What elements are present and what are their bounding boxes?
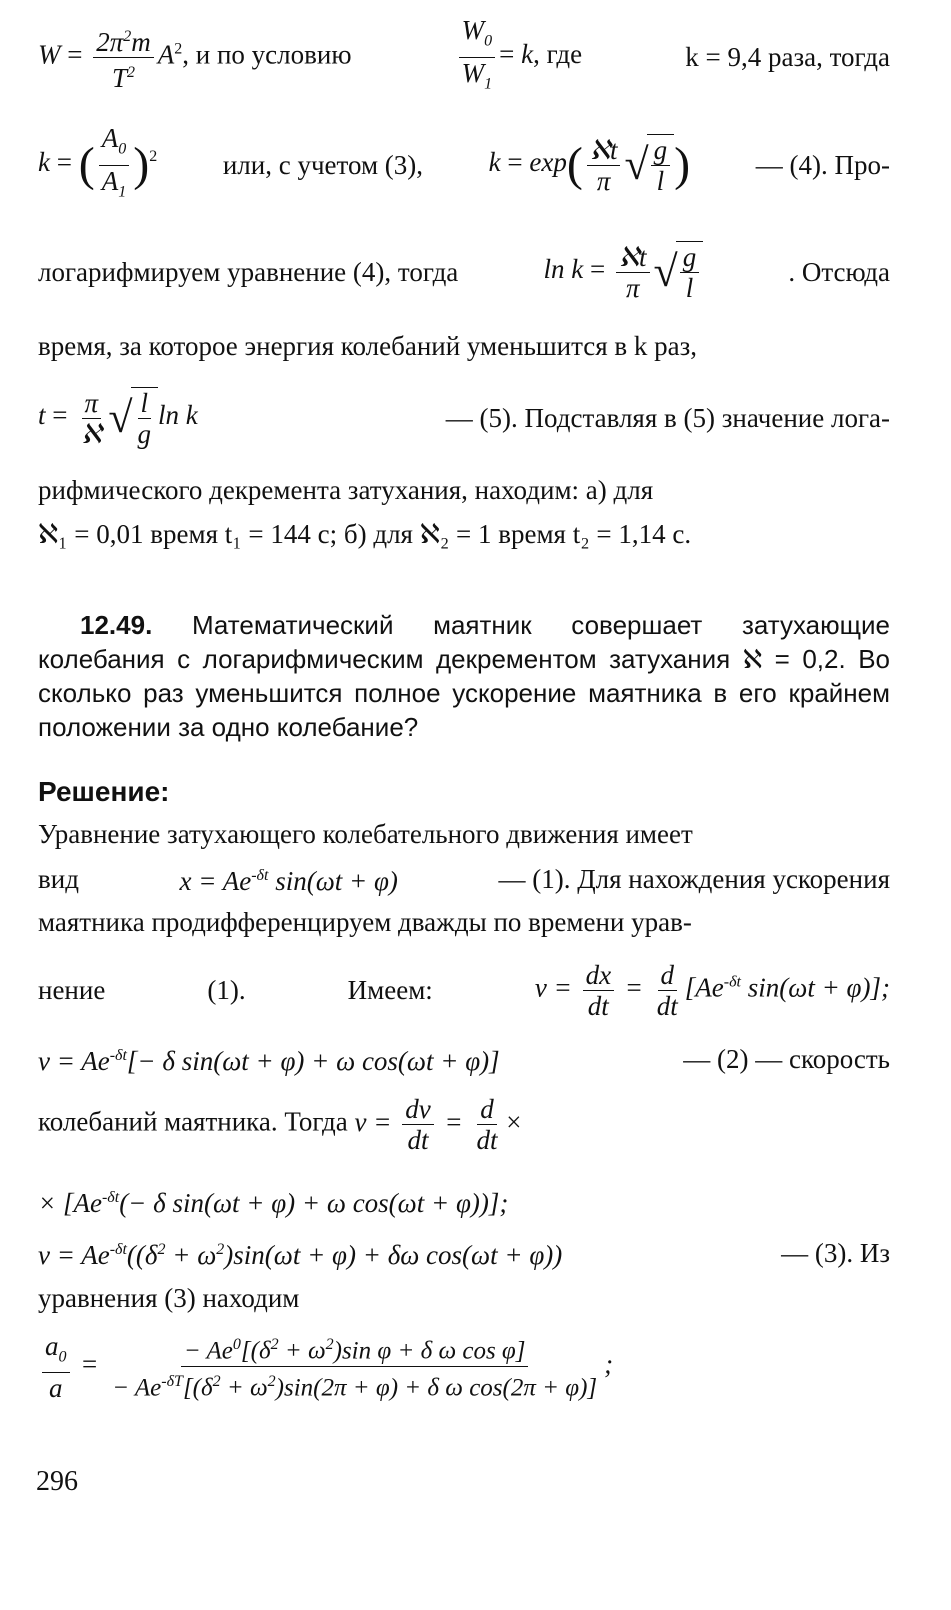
problem-number: 12.49. [80, 610, 153, 640]
formula-line-s8: $v = Ae^{-\delta t}((\delta^2 + \omega^2)\sin(\omega t + \varphi) + \delta\omega$ cos(ωt + φ)) — (3). Из [38, 1237, 890, 1270]
text-fragment: (1). [207, 975, 246, 1005]
formula-line-s2: вид $x = Ae^{-\delta t}$ sin(ωt + φ) — (1). Для нахождения ускорения [38, 863, 890, 896]
text-fragment: Имеем: [347, 975, 433, 1005]
formula-line-s7: × [$Ae^{-\delta t}(- \delta$ sin(ωt + φ) + ω cos(ωt + φ))]; [38, 1188, 509, 1218]
text-line-7: ℵ₁ = 0,01 время t₁ = 144 с; б) для ℵ₂ = 1 время t₂ = 1,14 с. [38, 519, 692, 549]
formula-line-s5: $v = Ae^{-\delta t}[- \delta$ sin(ωt + φ) + ω cos(ωt + φ)] — (2) — скорость [38, 1043, 890, 1076]
formula-line-5: t = $\frac{\pi}{\text{ℵ}}$ √ $\frac{l}{g}$ ln k — (5). Подставляя в (5) значение лога- [38, 387, 890, 449]
problem-statement [38, 608, 890, 744]
formula-line-2: k = ( $\frac{A_0}{A_1}$ )$^2$ или, с учетом (3), k = exp( $\frac{\text{ℵt}}{\pi}$ √ $\frac{g}{l}$ ) — (4). Про- [38, 123, 890, 200]
formula-line-s10: $\frac{a_0}{a}$ = $\frac{- Ae^0[(\delta^2 + \omega^2)\sin \varphi + \delta \omega \cos \varphi]}{- Ae^{-\delta T}[(\delta^2 + \omega^2)\sin(2\pi + \varphi) + \delta \omega \cos(2\pi + \varphi)]}$ ; [38, 1330, 890, 1420]
problem-text: Математический маятник совершает затухающие колебания с логарифмическим декрементом затухания ℵ = 0,2. Во сколько раз уменьшится полное ускорение маятника в его крайнем положении за одно колебание? [38, 610, 891, 742]
text-line-s9: уравнения (3) находим [38, 1283, 300, 1313]
text-fragment: вид [38, 863, 79, 894]
text-fragment: . Отсюда [788, 257, 890, 287]
formula-line-s4: нение (1). Имеем: v = $\frac{dx}{dt}$ = $\frac{d}{dt}$ [$Ae^{-\delta t}$ sin(ωt + φ)]; [38, 959, 890, 1021]
text-fragment: — (5). Подставляя в (5) значение лога- [445, 403, 890, 433]
page-number: 296 [36, 1466, 78, 1497]
energy-ratio-fraction: $\frac{W_0}{W_1}$ [459, 15, 496, 99]
text-line-s3: маятника продифференцируем дважды по времени урав- [38, 907, 692, 937]
text-fragment: k = 9,4 раза, тогда [685, 42, 890, 72]
text-line-s1: Уравнение затухающего колебательного движения имеет [38, 819, 693, 849]
text-fragment: — (4). Про- [755, 150, 890, 180]
formula-line-3: логарифмируем уравнение (4), тогда ln k = $\frac{\text{ℵt}}{\pi}$ √ $\frac{g}{l}$ . Отсюда [38, 241, 890, 303]
text-fragment: , где [533, 39, 583, 70]
text-fragment: — (1). Для нахождения ускорения [498, 863, 890, 894]
text-fragment: — (3). Из [781, 1237, 890, 1268]
solution-heading: Решение: [38, 776, 170, 807]
formula-line-1: W = $\frac{2\pi^2m}{T^2}$ $A^2$, и по условию $\frac{W_0}{W_1}$ = k, где k = 9,4 раза, тогда [38, 22, 890, 92]
text-fragment: или, с учетом (3), [222, 150, 424, 180]
text-fragment: логарифмируем уравнение (4), тогда [38, 257, 459, 287]
formula-line-s6: колебаний маятника. Тогда v = $\frac{dv}{dt}$ = $\frac{d}{dt}$ × [38, 1094, 523, 1155]
text-line-4: время, за которое энергия колебаний уменьшится в k раз, [38, 331, 698, 361]
energy-fraction: $\frac{2\pi^2m}{T^2}$ [93, 22, 154, 93]
text-fragment: нение [38, 975, 106, 1005]
text-fragment: колебаний маятника. Тогда [38, 1106, 348, 1137]
text-fragment: — (2) — скорость [683, 1043, 890, 1074]
text-fragment: , и по условию [182, 39, 352, 70]
text-line-6: рифмического декремента затухания, находим: а) для [38, 475, 654, 505]
